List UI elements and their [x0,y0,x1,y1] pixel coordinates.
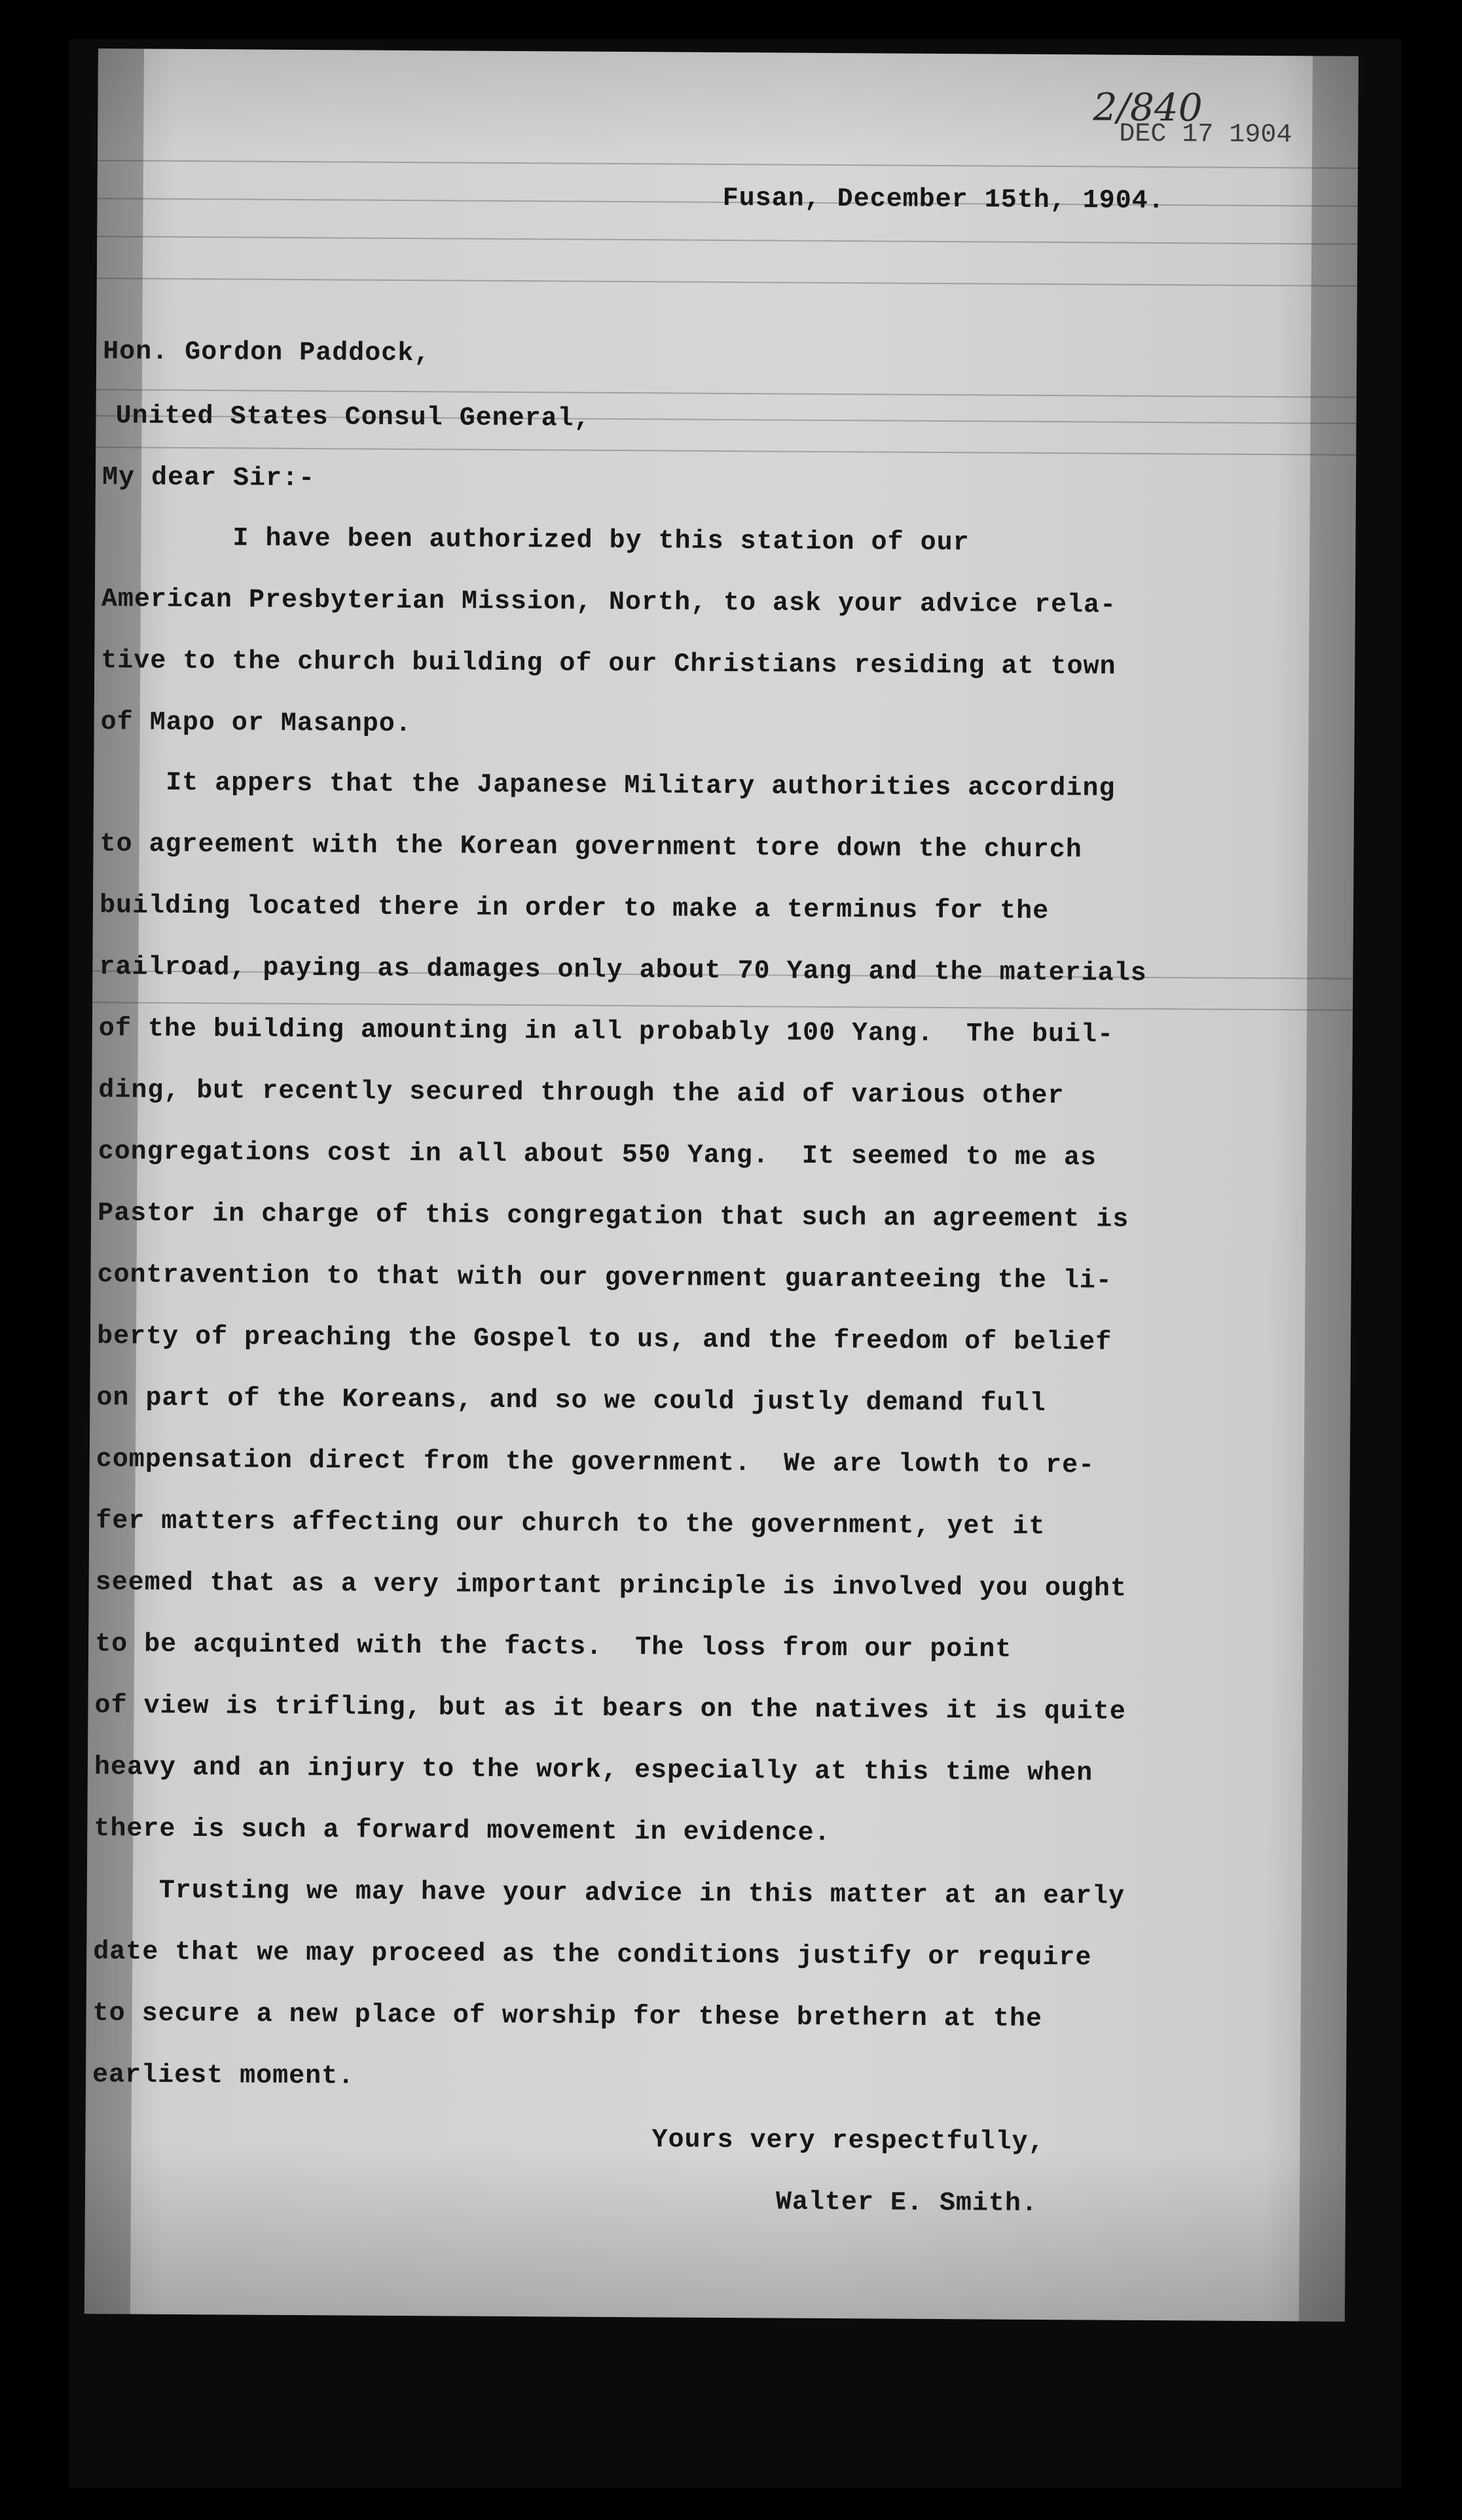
typed-signature: Walter E. Smith. [775,2187,1038,2219]
complimentary-close: Yours very respectfully, [651,2125,1045,2158]
body-line: earliest moment. [92,2060,355,2092]
body-line: heavy and an injury to the work, especially at this time when [94,1753,1093,1789]
body-line: there is such a forward movement in evidence. [94,1814,831,1849]
addressee-name: Hon. Gordon Paddock, [103,337,431,369]
body-line: congregations cost in all about 550 Yang. It seemed to me as [98,1137,1097,1173]
place-and-date: Fusan, December 15th, 1904. [722,183,1165,217]
body-line: of view is trifling, but as it bears on the natives it is quite [94,1691,1126,1727]
addressee-title: United States Consul General, [115,401,591,434]
ruled-line [96,389,1357,398]
body-line: of the building amounting in all probably 100 Yang. The buil- [98,1014,1114,1050]
salutation: My dear Sir:- [101,463,316,494]
file-number-handwritten: 2/840 [1093,84,1203,130]
body-line: fer matters affecting our church to the government, yet it [96,1507,1046,1542]
body-line: It appers that the Japanese Military authorities according [100,768,1116,804]
ruled-line [98,160,1358,169]
body-line: tive to the church building of our Christians residing at town [101,646,1116,682]
body-line: railroad, paying as damages only about 70 Yang and the materials [99,953,1147,989]
ruled-line [92,1002,1353,1011]
body-line: American Presbyterian Mission, North, to ask your advice rela- [101,585,1117,621]
body-line: building located there in order to make a terminus for the [99,891,1050,927]
ruled-line [96,447,1356,456]
body-line: to secure a new place of worship for these brethern at the [92,1999,1043,2034]
body-line: to be acquinted with the facts. The loss from our point [94,1630,1012,1665]
letter-page [84,48,1359,2322]
ruled-line [97,236,1357,245]
body-line: on part of the Koreans, and so we could justly demand full [96,1383,1046,1419]
body-line: berty of preaching the Gospel to us, and the freedom of belief [96,1322,1112,1358]
body-line: Pastor in charge of this congregation that such an agreement is [98,1199,1129,1235]
body-line: compensation direct from the government. We are lowth to re- [96,1445,1095,1481]
body-line: to agreement with the Korean government tore down the church [100,830,1082,866]
body-line: Trusting we may have your advice in this matter at an early [93,1876,1125,1912]
body-line: I have been authorized by this station of our [101,523,970,558]
ruled-line [97,278,1357,287]
body-line: seemed that as a very important principle is involved you ought [95,1568,1127,1604]
body-line: date that we may proceed as the conditions justify or require [93,1937,1092,1973]
body-line: contravention to that with our government guaranteeing the li- [97,1260,1112,1296]
received-date-stamp: DEC 17 1904 [1119,119,1292,151]
body-line: ding, but recently secured through the aid of various other [98,1076,1065,1112]
body-line: of Mapo or Masanpo. [100,708,412,740]
